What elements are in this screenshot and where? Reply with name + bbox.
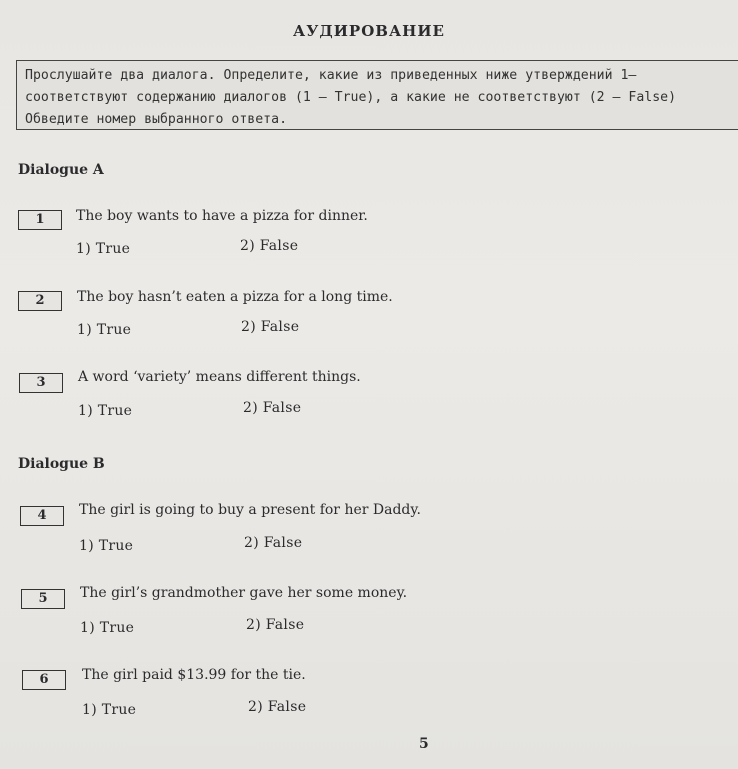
question-number: 4 xyxy=(20,506,64,526)
instruction-line: Обведите номер выбранного ответа. xyxy=(25,112,288,127)
question-number: 6 xyxy=(22,670,66,690)
question-number: 5 xyxy=(21,589,65,609)
question-number: 2 xyxy=(18,291,62,311)
question-5 xyxy=(0,585,738,645)
question-statement: The girl paid $13.99 for the tie. xyxy=(82,667,306,683)
question-1 xyxy=(0,208,738,268)
option-false[interactable]: 2) False xyxy=(243,400,302,416)
option-false[interactable]: 2) False xyxy=(241,319,300,335)
instruction-line: соответствуют содержанию диалогов (1 – True), а какие не соответствуют (2 – False) xyxy=(25,90,677,105)
option-false[interactable]: 2) False xyxy=(248,699,307,715)
question-statement: A word ‘variety’ means different things. xyxy=(78,369,361,385)
page-number: 5 xyxy=(419,736,429,752)
question-6 xyxy=(0,667,738,727)
question-statement: The girl’s grandmother gave her some money. xyxy=(80,585,408,601)
instruction-line: Прослушайте два диалога. Определите, какие из приведенных ниже утверждений 1– xyxy=(25,68,637,83)
option-false[interactable]: 2) False xyxy=(240,238,299,254)
option-true[interactable]: 1) True xyxy=(82,702,137,718)
instructions-box xyxy=(16,60,738,130)
question-3 xyxy=(0,369,738,429)
question-2 xyxy=(0,289,738,349)
option-true[interactable]: 1) True xyxy=(78,403,133,419)
option-false[interactable]: 2) False xyxy=(244,535,303,551)
page-title: АУДИРОВАНИЕ xyxy=(293,22,445,40)
dialogue-b-heading: Dialogue B xyxy=(18,456,105,472)
question-number: 3 xyxy=(19,373,63,393)
question-statement: The girl is going to buy a present for her Daddy. xyxy=(79,502,421,518)
dialogue-a-heading: Dialogue A xyxy=(18,162,104,178)
option-true[interactable]: 1) True xyxy=(79,538,134,554)
question-4 xyxy=(0,502,738,562)
option-true[interactable]: 1) True xyxy=(80,620,135,636)
question-number: 1 xyxy=(18,210,62,230)
option-false[interactable]: 2) False xyxy=(246,617,305,633)
question-statement: The boy hasn’t eaten a pizza for a long time. xyxy=(77,289,393,305)
question-statement: The boy wants to have a pizza for dinner. xyxy=(76,208,368,224)
option-true[interactable]: 1) True xyxy=(76,241,131,257)
option-true[interactable]: 1) True xyxy=(77,322,132,338)
